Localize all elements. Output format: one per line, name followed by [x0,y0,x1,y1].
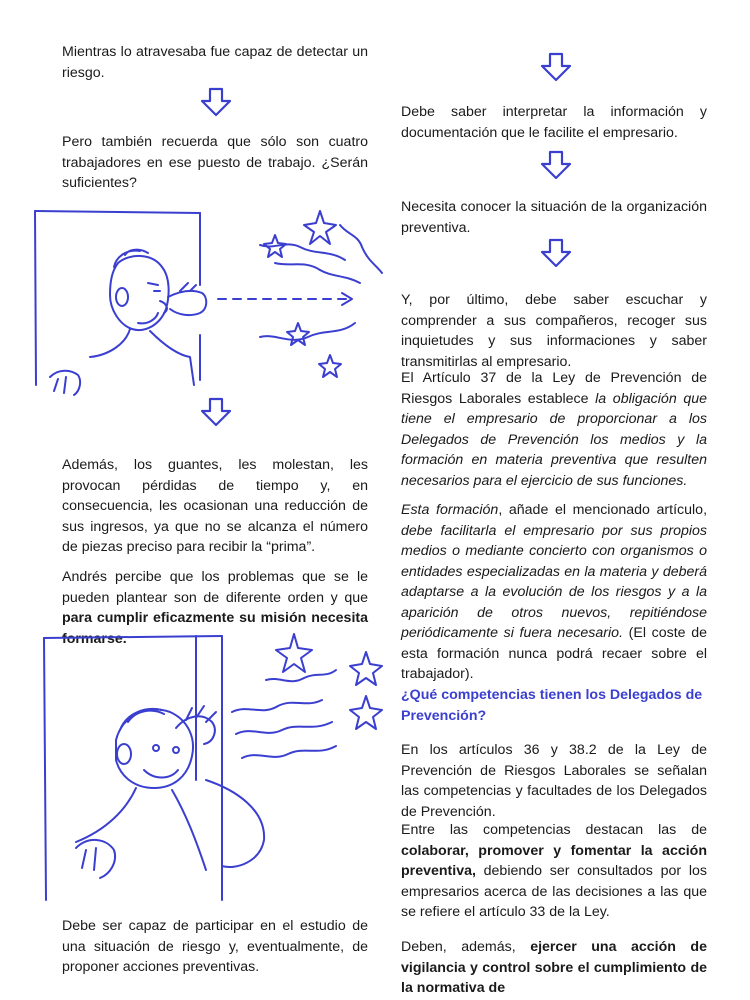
down-arrow-icon [539,150,573,180]
section-heading: ¿Qué competencias tienen los Delegados de Prevención? [401,687,703,724]
right-paragraph-2: Necesita conocer la situación de la organización preventiva. [401,199,707,236]
left-paragraph-5: Debe ser capaz de participar en el estudio de una situación de riesgo y, eventualmente, de proponer acciones preventivas. [62,918,368,975]
right-paragraph-5-italic-2: debe facilitarla el empresario por sus propios medios o mediante concierto con organismos o entidades especializadas en la materia y deberá adaptarse a la evolución de los riesgos y a la aparición de otros nuevos, repitiéndose periódicamente si fuera necesario. [401,522,707,641]
down-arrow-icon [199,87,233,117]
down-arrow-icon [199,397,233,427]
right-paragraph-5-text-2: (El coste de esta formación nunca podrá recaer sobre el trabajador). [401,625,708,682]
down-arrow-icon [539,238,573,268]
right-paragraph-8-bold: ejercer una acción de vigilancia y control sobre el cumplimiento de la normativa de [401,939,707,996]
right-paragraph-7-bold: colaborar, promover y fomentar la acción preventiva, [401,842,707,879]
right-paragraph-7-text-1: Entre las competencias destacan las de [401,822,707,838]
right-paragraph-4 [401,368,707,491]
left-paragraph-4-bold: para cumplir eficazmente su misión necesita formarse. [62,610,368,647]
right-paragraph-8-text: Deben, además, [401,939,531,955]
right-paragraph-7 [401,820,707,923]
right-paragraph-3: Y, por último, debe saber escuchar y comprender a sus compañeros, recoger sus inquietudes y sus informaciones y saber transmitirlas al empresario. [401,292,707,370]
right-paragraph-6: En los artículos 36 y 38.2 de la Ley de Prevención de Riesgos Laborales se señalan las competencias y facultades de los Delegados de Prevención. [401,742,707,820]
right-paragraph-5-text-1: , añade el mencionado artículo, [498,502,708,518]
left-paragraph-4-text: Andrés percibe que los problemas que se le pueden plantear son de diferente orden y que [62,569,368,606]
worker-listening-illustration [36,630,396,908]
right-paragraph-7-text-2: debiendo ser consultados por los empresarios acerca de las decisiones a las que se refiere el artículo 33 de la Ley. [401,863,707,920]
left-paragraph-2: Pero también recuerda que sólo son cuatro trabajadores en ese puesto de trabajo. ¿Serán suficientes? [62,134,368,191]
right-paragraph-5 [401,500,707,685]
left-paragraph-3: Además, los guantes, les molestan, les provocan pérdidas de tiempo y, en consecuencia, les ocasionan una reducción de sus ingresos, ya que no se alcanza el número de piezas preciso para recibir la “prima”. [62,457,368,555]
right-paragraph-1: Debe saber interpretar la información y documentación que le facilite el empresario. [401,104,707,141]
worker-shouting-illustration [30,205,390,405]
right-paragraph-5-italic-1: Esta formación [401,502,499,518]
left-paragraph-1: Mientras lo atravesaba fue capaz de detectar un riesgo. [62,44,368,81]
right-paragraph-8 [401,937,707,999]
right-paragraph-4-text: El Artículo 37 de la Ley de Prevención de Riesgos Laborales establece [401,370,707,407]
down-arrow-icon [539,52,573,82]
right-paragraph-4-italic: la obligación que tiene el empresario de proporcionar a los Delegados de Prevención los medios y la formación en materia preventiva que resulten necesarios para el ejercicio de sus funciones. [401,390,707,489]
